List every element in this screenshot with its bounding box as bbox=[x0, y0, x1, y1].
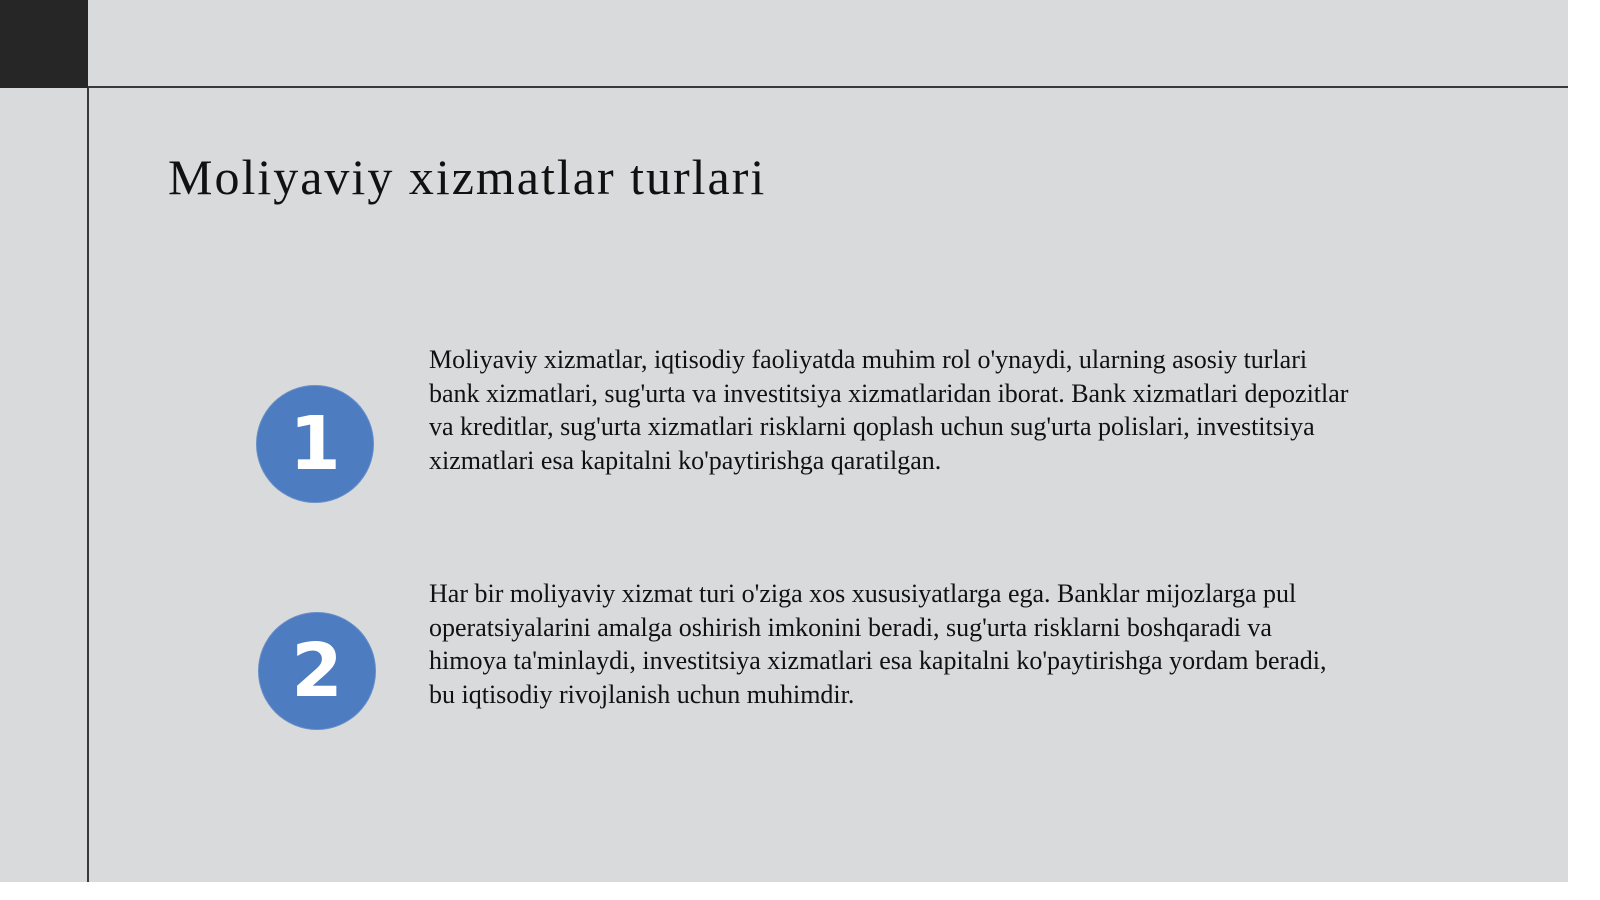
corner-block bbox=[0, 0, 88, 88]
number-badge-2: 2 bbox=[258, 612, 376, 730]
slide-title: Moliyaviy xizmatlar turlari bbox=[168, 149, 767, 205]
number-badge-1: 1 bbox=[256, 385, 374, 503]
item-text-2: Har bir moliyaviy xizmat turi o'ziga xos xususiyatlarga ega. Banklar mijozlarga pul operatsiyalarini amalga oshirish imkonini beradi, sug'urta risklarni boshqaradi va himoya ta'minlaydi, investitsiya xizmatlari esa kapitalni ko'paytirishga yordam beradi, bu iqtisodiy rivojlanish uchun muhimdir. bbox=[429, 579, 1327, 709]
top-divider bbox=[88, 86, 1568, 88]
item-text-1: Moliyaviy xizmatlar, iqtisodiy faoliyatda muhim rol o'ynaydi, ularning asosiy turlari bank xizmatlari, sug'urta va investitsiya xizmatlaridan iborat. Bank xizmatlari depozitlar va kreditlar, sug'urta xizmatlari risklarni qoplash uchun sug'urta polislari, investitsiya xizmatlari esa kapitalni ko'paytirishga qaratilgan. bbox=[429, 345, 1349, 475]
left-divider bbox=[87, 88, 89, 882]
